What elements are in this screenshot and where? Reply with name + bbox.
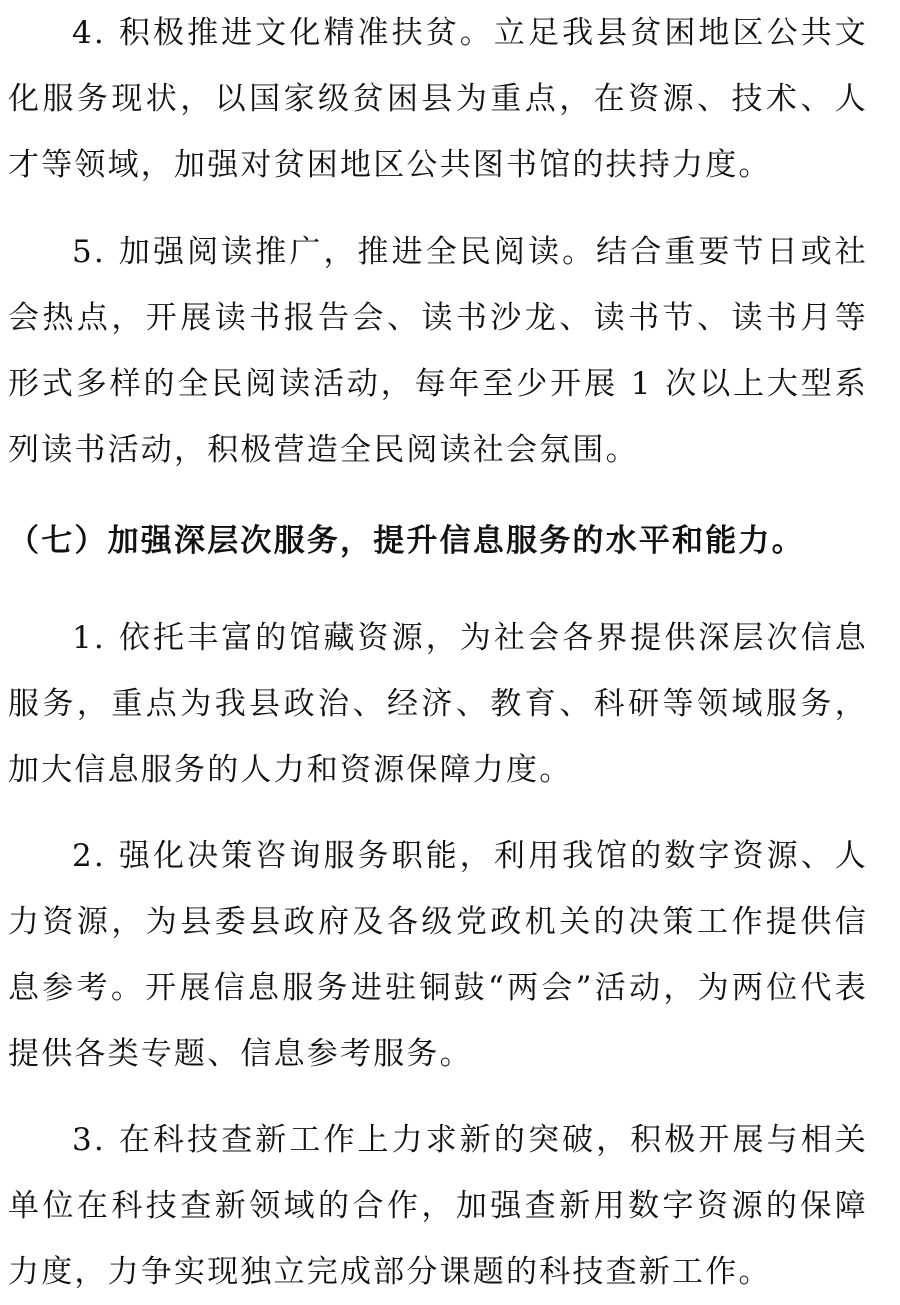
paragraph-deep-information-service: 1. 依托丰富的馆藏资源，为社会各界提供深层次信息服务，重点为我县政治、经济、教育、科研等领域服务，加大信息服务的人力和资源保障力度。 <box>8 620 868 788</box>
paragraph-decision-consulting: 2. 强化决策咨询服务职能，利用我馆的数字资源、人力资源，为县委县政府及各级党政机关的决策工作提供信息参考。开展信息服务进驻铜鼓“两会”活动，为两位代表提供各类专题、信息参考服务。 <box>8 838 868 1072</box>
paragraph-sci-tech-novelty-search: 3. 在科技查新工作上力求新的突破，积极开展与相关单位在科技查新领域的合作，加强查新用数字资源的保障力度，力争实现独立完成部分课题的科技查新工作。 <box>8 1122 868 1290</box>
paragraph-reading-promotion: 5. 加强阅读推广，推进全民阅读。结合重要节日或社会热点，开展读书报告会、读书沙龙、读书节、读书月等形式多样的全民阅读活动，每年至少开展 1 次以上大型系列读书活动，积极营造全民阅读社会氛围。 <box>8 234 868 468</box>
paragraph-cultural-poverty-alleviation: 4. 积极推进文化精准扶贫。立足我县贫困地区公共文化服务现状，以国家级贫困县为重点，在资源、技术、人才等领域，加强对贫困地区公共图书馆的扶持力度。 <box>8 15 868 183</box>
section-heading: （七）加强深层次服务，提升信息服务的水平和能力。 <box>8 523 805 559</box>
